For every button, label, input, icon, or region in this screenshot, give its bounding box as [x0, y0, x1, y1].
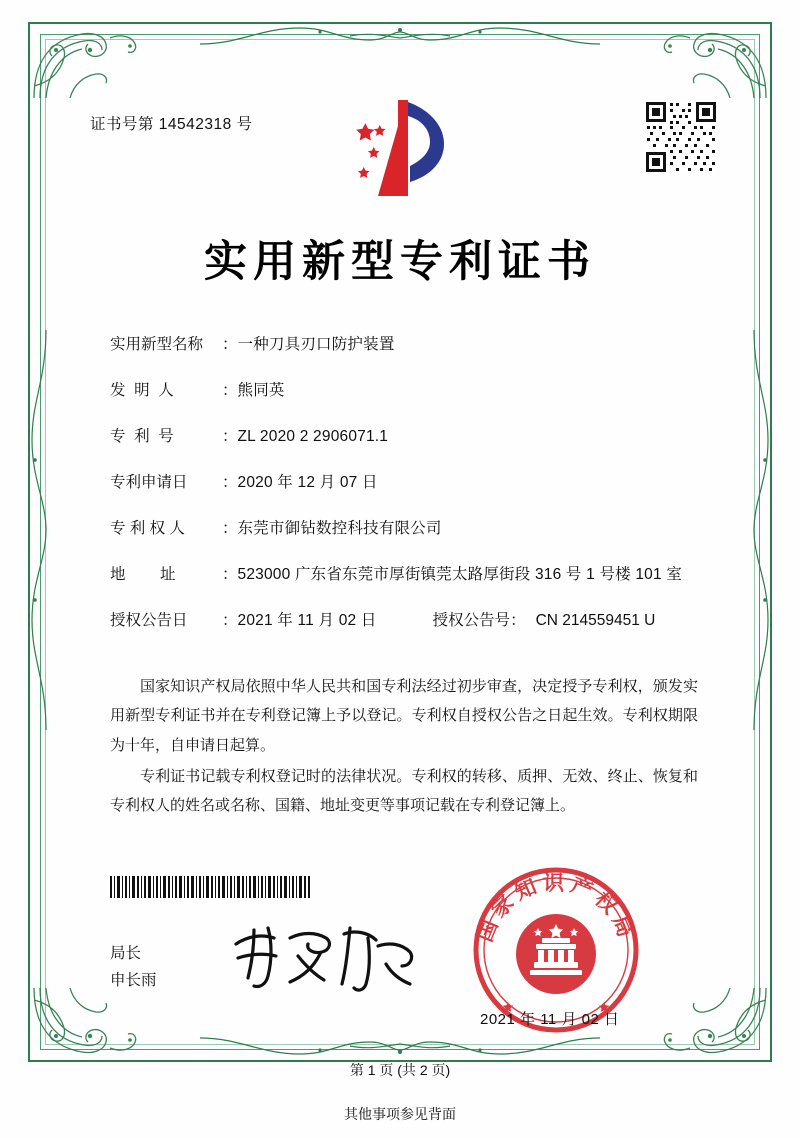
field-utility-model-name — [110, 333, 710, 357]
border-ornament-right-icon — [750, 330, 774, 730]
field-label: 地 址 — [110, 566, 176, 584]
certificate-fields — [110, 333, 710, 655]
field-patentee — [110, 517, 710, 541]
field-label: 专 利 权 人 — [110, 520, 185, 538]
field-label: 专利申请日 — [110, 474, 188, 492]
field-label-publication-number: 授权公告号 — [432, 612, 511, 630]
field-value: 2021 年 11 月 02 日 — [237, 612, 377, 630]
field-separator: ： — [222, 336, 238, 353]
field-separator: ： — [222, 428, 238, 446]
certificate-body — [110, 672, 698, 822]
field-address — [110, 563, 710, 587]
field-patent-number — [110, 425, 710, 449]
field-value: ZL 2020 2 2906071.1 — [237, 428, 389, 446]
corner-ornament-icon — [652, 24, 770, 102]
border-ornament-top-icon — [200, 22, 600, 48]
field-label: 专 利 号 — [110, 428, 174, 446]
cnipa-logo — [352, 96, 448, 200]
qr-code — [644, 100, 718, 174]
field-separator: ： — [222, 520, 238, 538]
corner-ornament-icon — [30, 984, 148, 1062]
barcode — [110, 876, 310, 898]
field-value: 一种刀具刃口防护装置 — [237, 336, 395, 353]
field-label: 授权公告日 — [110, 612, 188, 630]
field-separator: ： — [222, 382, 238, 400]
field-value: 523000 广东省东莞市厚街镇莞太路厚街段 316 号 1 号楼 101 室 — [237, 566, 683, 584]
certificate-number: 证书号第 14542318 号 — [90, 116, 253, 133]
field-separator: ： — [222, 612, 238, 630]
svg-text:国家知识产权局: 国家知识产权局 — [472, 871, 640, 946]
body-paragraph-1: 国家知识产权局依照中华人民共和国专利法经过初步审查，决定授予专利权，颁发实用新型专利证书并在专利登记簿上予以登记。专利权自授权公告之日起生效。专利权期限为十年，自申请日起算。 — [110, 677, 698, 754]
field-separator: ： — [222, 474, 238, 492]
signature-block — [110, 940, 157, 994]
field-separator: ： — [510, 612, 526, 630]
field-label: 实用新型名称 — [110, 336, 204, 353]
handwritten-signature — [228, 920, 418, 996]
page-number: 第 1 页 (共 2 页) — [349, 1062, 451, 1078]
field-value-publication-number: CN 214559451 U — [535, 612, 656, 630]
field-application-date — [110, 471, 710, 495]
corner-ornament-icon — [652, 984, 770, 1062]
field-value: 熊同英 — [237, 382, 285, 400]
border-ornament-left-icon — [26, 330, 50, 730]
field-inventor — [110, 379, 710, 403]
field-label: 发 明 人 — [110, 382, 174, 400]
seal-date: 2021 年 11 月 02 日 — [480, 1011, 620, 1028]
footer-note: 其他事项参见背面 — [344, 1106, 456, 1122]
signature-title: 局长 — [110, 945, 142, 962]
corner-ornament-icon — [30, 24, 148, 102]
field-grant-announcement — [110, 609, 710, 633]
field-value: 东莞市御钻数控科技有限公司 — [237, 520, 442, 538]
field-separator: ： — [222, 566, 238, 584]
page-title: 实用新型专利证书 — [204, 237, 596, 287]
field-value: 2020 年 12 月 07 日 — [237, 474, 378, 492]
signature-name: 申长雨 — [110, 972, 157, 990]
body-paragraph-2: 专利证书记载专利权登记时的法律状况。专利权的转移、质押、无效、终止、恢复和专利权人的姓名或名称、国籍、地址变更等事项记载在专利登记簿上。 — [110, 766, 698, 814]
